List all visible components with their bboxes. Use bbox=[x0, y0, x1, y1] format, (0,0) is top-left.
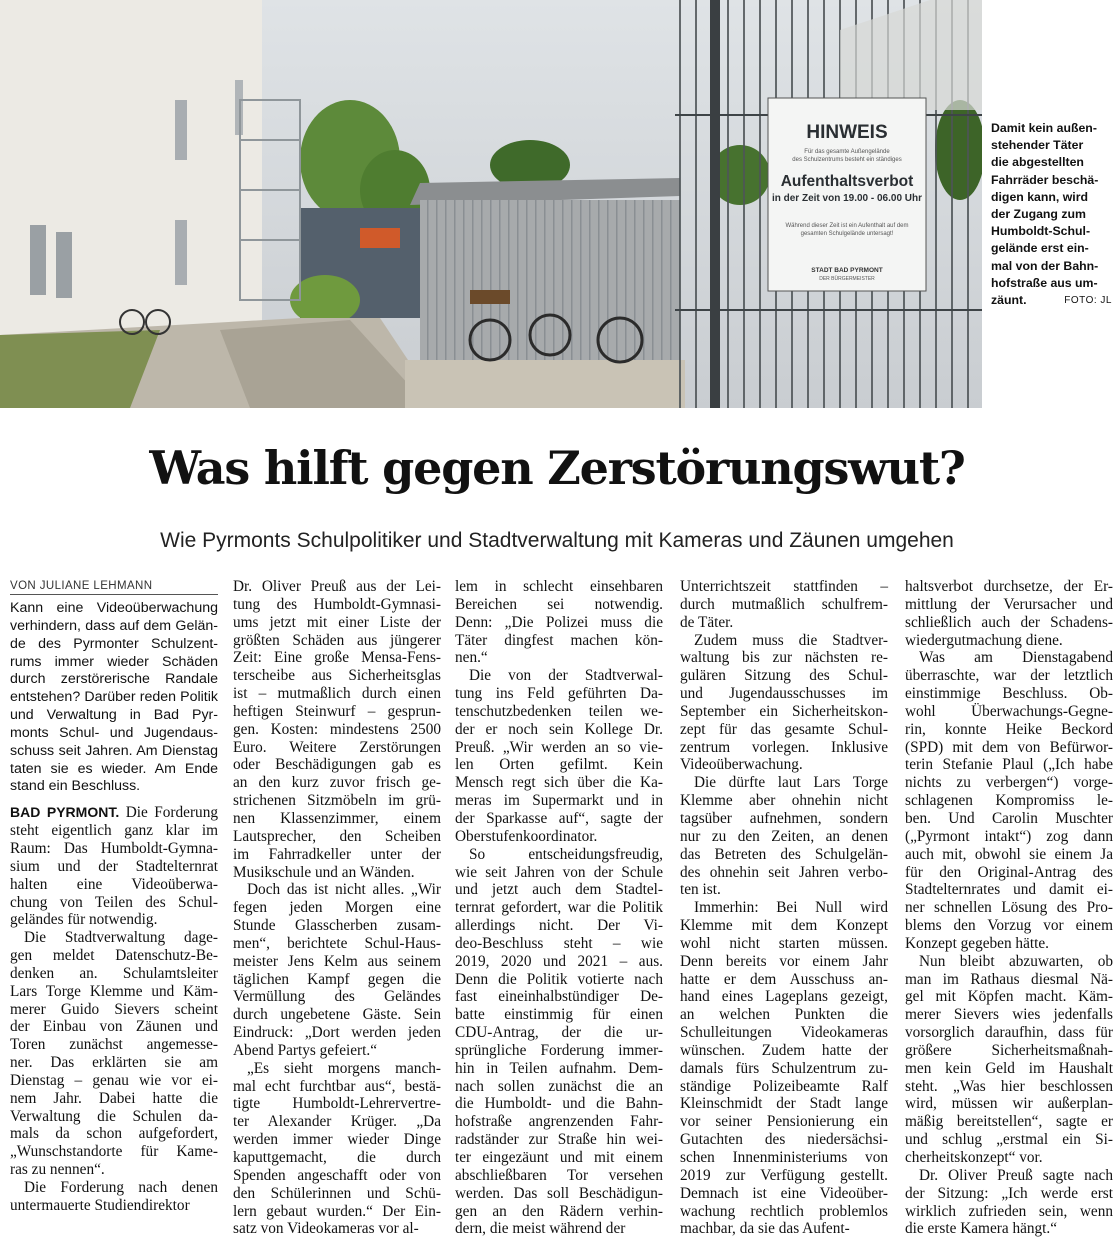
text-line: merer Sievers wies jedenfalls bbox=[905, 1006, 1113, 1024]
text-line: ten ist. bbox=[680, 881, 721, 899]
text-line: gel mit Köpfen macht. Käm- bbox=[905, 988, 1113, 1006]
text-line: an den kurz zuvor frisch ge- bbox=[233, 774, 441, 792]
text-line: terscheibe aus Sicherheitsglas bbox=[233, 667, 441, 685]
text-line: Zeit: Eine große Mensa-Fens- bbox=[233, 649, 441, 667]
text-line: hin in Teilen aufnahm. Dem- bbox=[455, 1059, 663, 1077]
sign-issuer: STADT BAD PYRMONT bbox=[811, 267, 883, 274]
text-line: Euro. Weitere Zerstörungen bbox=[233, 738, 441, 756]
text-line: fast eineinhalbstündiger De- bbox=[455, 988, 663, 1006]
text-line: ist – mutmaßlich durch einen bbox=[233, 685, 441, 703]
text-line: und Jugendausschusses im bbox=[680, 685, 888, 703]
text-line: Lars Torge Klemme und Käm- bbox=[10, 982, 218, 1000]
text-line: tigte Humboldt-Lehrervertre- bbox=[233, 1095, 441, 1113]
text-line: gen an den Rädern verhin- bbox=[455, 1202, 663, 1220]
text-line: heftigen Steinwurf – gesprun- bbox=[233, 702, 441, 720]
text-line: täglichen Kampf gegen die bbox=[233, 970, 441, 988]
sign-intro-2: des Schulzentrums besteht ein ständiges bbox=[792, 157, 902, 163]
text-line: ter Alexander Krüger. „Da bbox=[233, 1113, 441, 1131]
text-line: nur zu den Zeiten, an denen bbox=[680, 827, 888, 845]
text-line: des ohnehin seit Jahren verbo- bbox=[680, 863, 888, 881]
sign-note-2: gesamten Schulgelände untersagt! bbox=[800, 231, 894, 237]
article-column-2 bbox=[233, 578, 441, 1238]
text-line: 2019, 2020 und 2021 – aus. bbox=[455, 952, 663, 970]
text-line: Abend Partys gefeiert.“ bbox=[233, 1041, 377, 1059]
lead-line: stand ein Beschluss. bbox=[10, 778, 141, 795]
text-line: lern gebaut wurden.“ Der Ein- bbox=[233, 1202, 441, 1220]
text-line: abschließbaren Tor versehen bbox=[455, 1166, 663, 1184]
text-line: ums jetzt mit einer Liste der bbox=[233, 613, 441, 631]
text-line: Klemme mit dem Konzept bbox=[680, 917, 888, 935]
text-line: ner. Das erklärten sie am bbox=[10, 1054, 218, 1072]
lead-line: schuss seit Jahren. Am Dienstag bbox=[10, 742, 218, 759]
headline: Was hilft gegen Zerstörungswut? bbox=[149, 441, 965, 495]
text-line: vorsorglich daraufhin, dass für bbox=[905, 1024, 1113, 1042]
text-line: und jetzt auch dem Stadtel- bbox=[455, 881, 663, 899]
text-line bbox=[10, 804, 218, 822]
text-line: Mensch regt sich über die Ka- bbox=[455, 774, 663, 792]
text-line: den Schülerinnen und Schü- bbox=[233, 1184, 441, 1202]
text-line: („Pyrmont intakt“) zog dann bbox=[905, 827, 1113, 845]
text-line: schen Innenministeriums von bbox=[680, 1149, 888, 1166]
lead-line: rums immer wieder Schäden bbox=[10, 653, 218, 670]
text-line: Videoüberwachung. bbox=[680, 756, 803, 774]
text-line: waltung bis zur nächsten re- bbox=[680, 649, 888, 667]
text-line: Musikschule und an Wänden. bbox=[233, 863, 415, 881]
lead-line: und Verwaltung in Bad Pyr- bbox=[10, 707, 218, 724]
text-line: meister Jens Kelm aus seinem bbox=[233, 952, 441, 970]
caption-line: digen kann, wird bbox=[991, 189, 1089, 204]
caption-line: die abgestellten bbox=[991, 155, 1084, 170]
text-line: Zudem muss die Stadtver- bbox=[694, 631, 888, 649]
text-line: „Wunschstandorte für Kame- bbox=[10, 1143, 218, 1161]
text-line: CDU-Antrag, der die ur- bbox=[455, 1024, 663, 1042]
text-line: und schlug „erstmal ein Si- bbox=[905, 1131, 1113, 1149]
text-line: Vermüllung des Geländes bbox=[233, 988, 441, 1006]
text-line: auch mit, obwohl sie einem Ja bbox=[905, 845, 1113, 863]
text-line: das Betreten des Schulgelän- bbox=[680, 845, 888, 863]
column-1-body bbox=[10, 804, 218, 1214]
text-line: Denn bereits vor einem Jahr bbox=[680, 952, 888, 970]
text-line: durch ungebetene Gäste. Sein bbox=[233, 1006, 441, 1024]
article-column-5 bbox=[905, 578, 1113, 1238]
text-line: So entscheidungsfreudig, bbox=[469, 845, 663, 863]
text-line: machbar, da sie das Aufent- bbox=[680, 1220, 850, 1238]
text-line: Täter dingfest machen kön- bbox=[455, 631, 663, 649]
text-line: Toren zunächst angemesse- bbox=[10, 1036, 218, 1054]
sign-intro-1: Für das gesamte Außengelände bbox=[804, 149, 890, 155]
text-line: damals fürs Schulzentrum zu- bbox=[680, 1059, 888, 1077]
text-line: Immerhin: Bei Null wird bbox=[694, 899, 888, 917]
text-line: der Sitzung: „Ich werde erst bbox=[905, 1184, 1113, 1202]
article-column-3 bbox=[455, 578, 663, 1238]
text-line: im Fahrradkeller unter der bbox=[233, 845, 441, 863]
text-line: für den Original-Antrag des bbox=[905, 863, 1113, 881]
lead-line: entstehen? Darüber reden Politik bbox=[10, 689, 218, 706]
text-line: tenschutzbedenken teilen we- bbox=[455, 702, 663, 720]
text-line: Verwaltung die Schulen da- bbox=[10, 1107, 218, 1125]
text-line: lem in schlecht einsehbaren bbox=[455, 578, 663, 595]
text-line: ter eingezäunt und mit einem bbox=[455, 1149, 663, 1166]
text-line: Oberstufenkoordinator. bbox=[455, 827, 598, 845]
text-line: blems den Vorzug vor einem bbox=[905, 917, 1113, 935]
sign-title: HINWEIS bbox=[806, 122, 888, 143]
text-line: tung ins Feld geführten Da- bbox=[455, 685, 663, 703]
article-photo bbox=[0, 0, 982, 408]
text-line: terin Stefanie Plaul („Ich habe bbox=[905, 756, 1113, 774]
text-line: satz von Videokameras vor al- bbox=[233, 1220, 419, 1238]
text-line: nichts zu verbergen“) vorge- bbox=[905, 774, 1113, 792]
text-line: „Es sieht morgens manch- bbox=[247, 1059, 441, 1077]
caption-line: Damit kein außen- bbox=[991, 121, 1097, 135]
caption-line: mal von der Bahn- bbox=[991, 258, 1099, 273]
text-line: mals da schon aufgefordert, bbox=[10, 1125, 218, 1143]
text-line: Denn: „Die Polizei muss die bbox=[455, 613, 663, 631]
lead-line: durch zerstörerische Randale bbox=[10, 671, 218, 688]
text-line: wirklich zufrieden sein, wenn bbox=[905, 1202, 1113, 1220]
sign-main: Aufenthaltsverbot bbox=[780, 173, 914, 190]
text-line: steht eigentlich ganz klar im bbox=[10, 822, 218, 840]
text-line: Die Stadtverwaltung dage- bbox=[24, 929, 218, 947]
text-line: len Orten gefilmt. Kein bbox=[455, 756, 663, 774]
text-line: gen. Kosten: mindestens 2500 bbox=[233, 720, 441, 738]
text-line: tung des Humboldt-Gymnasi- bbox=[233, 595, 441, 613]
caption-line: Fahrräder beschä- bbox=[991, 172, 1099, 187]
text-line: vor seiner Pensionierung ein bbox=[680, 1113, 888, 1131]
text-line: batte einstimmig für einen bbox=[455, 1006, 663, 1024]
article-column-4 bbox=[680, 578, 888, 1238]
text-line: rin, konnte Heike Beckord bbox=[905, 720, 1113, 738]
text-line: hand eines Lageplans gezeigt, bbox=[680, 988, 888, 1006]
caption-last-line bbox=[991, 292, 1114, 309]
caption-line: zäunt. bbox=[991, 293, 1027, 308]
text-line: man im Rathaus diesmal Nä- bbox=[905, 970, 1113, 988]
text-line: ternrat gefordert, war die Politik bbox=[455, 899, 663, 917]
text-line: Doch das ist nicht alles. „Wir bbox=[247, 881, 441, 899]
text-line: größere Sicherheitsmaßnah- bbox=[905, 1041, 1113, 1059]
text-line: hofstraße angrenzenden Fahr- bbox=[455, 1113, 663, 1131]
text-line: Raum: Das Humboldt-Gymna- bbox=[10, 839, 218, 857]
text-line: 2019 zur Verfügung gestellt. bbox=[680, 1166, 888, 1184]
text-line: nach sollen zunächst die an bbox=[455, 1077, 663, 1095]
sign-note-1: Während dieser Zeit ist ein Aufenthalt auf dem bbox=[785, 223, 909, 229]
text-line: Konzept gegeben hätte. bbox=[905, 934, 1049, 952]
text-line: halten eine Videoüberwa- bbox=[10, 875, 218, 893]
text-line: wohl nicht starten müssen. bbox=[680, 934, 888, 952]
text-line: Kleinschmidt der Stadt lange bbox=[680, 1095, 888, 1113]
text-line: steht. „Was hier beschlossen bbox=[905, 1077, 1113, 1095]
text-line: mäßig bereitstellen“, sagte er bbox=[905, 1113, 1113, 1131]
text-line: Demnach ist eine Videoüber- bbox=[680, 1184, 888, 1202]
text-line: überraschte, war der letztlich bbox=[905, 667, 1113, 685]
text-line: Bereichen sei notwendig. bbox=[455, 595, 663, 613]
text-line: Dienstag – genau wie vor ei- bbox=[10, 1071, 218, 1089]
caption-line: gelände erst ein- bbox=[991, 241, 1089, 256]
text-line: untermauerte Studiendirektor bbox=[10, 1196, 190, 1214]
text-line: an welchen Punkten die bbox=[680, 1006, 888, 1024]
lead-line: monts Schul- und Jugendaus- bbox=[10, 724, 218, 741]
text-line: der er noch sein Kollege Dr. bbox=[455, 720, 663, 738]
text-line: wachung rechtlich problemlos bbox=[680, 1202, 888, 1220]
text-line: einstimmige Beschluss. Ob- bbox=[905, 685, 1113, 703]
text-line: de Täter. bbox=[680, 613, 734, 631]
text-line: wohl Überwachungs-Gegne- bbox=[905, 702, 1113, 720]
text-line: sprüngliche Forderung immer- bbox=[455, 1041, 663, 1059]
text-line: der Einbau von Zäunen und bbox=[10, 1018, 218, 1036]
text-line: geländes für notwendig. bbox=[10, 911, 158, 929]
text-line: Dr. Oliver Preuß sagte nach bbox=[919, 1166, 1113, 1184]
text-line: men kein Geld im Haushalt bbox=[905, 1059, 1113, 1077]
text-line: kaputtgemacht, die durch bbox=[233, 1149, 441, 1166]
text-line-rest: Die Forderung bbox=[119, 804, 218, 822]
lead-paragraph bbox=[10, 600, 218, 796]
text-line: wiedergutmachung diene. bbox=[905, 631, 1063, 649]
text-line: werden immer wieder Dinge bbox=[233, 1131, 441, 1149]
text-line: ner schnellen Lösung des Pro- bbox=[905, 899, 1113, 917]
text-line: mal echt furchtbar aus“, bestä- bbox=[233, 1077, 441, 1095]
text-line: hatte er dem Ausschuss an- bbox=[680, 970, 888, 988]
caption-line: hofstraße aus um- bbox=[991, 275, 1098, 290]
text-line: schließlich auch der Schadens- bbox=[905, 613, 1113, 631]
text-line: Stunde Glasscherben zusam- bbox=[233, 917, 441, 935]
lead-line: verhindern, dass auf dem Gelän- bbox=[10, 617, 218, 634]
text-line: merer Guido Sievers scheint bbox=[10, 1000, 218, 1018]
caption-line: Humboldt-Schul- bbox=[991, 224, 1091, 239]
text-line: meras im Supermarkt und in bbox=[455, 792, 663, 810]
text-line: wünschen. Zudem hatte der bbox=[680, 1041, 888, 1059]
lead-line: de des Pyrmonter Schulzent- bbox=[10, 635, 218, 652]
text-line: nem Jahr. Dabei hatte die bbox=[10, 1089, 218, 1107]
photo-credit: FOTO: JL bbox=[1064, 295, 1112, 307]
text-line: Stadtelternrates und damit ei- bbox=[905, 881, 1113, 899]
text-line: ständige Polizeibeamte Ralf bbox=[680, 1077, 888, 1095]
text-line: ben. Und Carolin Muschter bbox=[905, 809, 1113, 827]
text-line: Lautsprecher, den Scheiben bbox=[233, 827, 441, 845]
text-line: denken an. Schulamtsleiter bbox=[10, 964, 218, 982]
text-line: schlagenen Kompromiss le- bbox=[905, 792, 1113, 810]
text-line: durch mutmaßlich schulfrem- bbox=[680, 595, 888, 613]
text-line: Die Forderung nach denen bbox=[24, 1179, 218, 1196]
text-line: ras zu nennen“. bbox=[10, 1161, 105, 1179]
text-line: dern, die meist während der bbox=[455, 1220, 626, 1238]
text-line: (SPD) mit dem von Befürwor- bbox=[905, 738, 1113, 756]
text-line: radständer zur Straße hin wei- bbox=[455, 1131, 663, 1149]
text-line: Denn die Politik votierte nach bbox=[455, 970, 663, 988]
text-line: mittlung der Verursacher und bbox=[905, 595, 1113, 613]
text-line: gulären Sitzung des Schul- bbox=[680, 667, 888, 685]
text-line: Eindruck: „Dort werden jeden bbox=[233, 1024, 441, 1042]
sign-time: in der Zeit von 19.00 - 06.00 Uhr bbox=[771, 193, 923, 204]
text-line: wie seit Jahren von der Schule bbox=[455, 863, 663, 881]
dateline: BAD PYRMONT. bbox=[10, 804, 120, 821]
text-line: werden. Das soll Beschädigun- bbox=[455, 1184, 663, 1202]
text-line: größten Schäden aus jüngerer bbox=[233, 631, 441, 649]
text-line: Schulleitungen Videokameras bbox=[680, 1024, 888, 1042]
text-line: die Humboldt- und die Bahn- bbox=[455, 1095, 663, 1113]
text-line: wird, müssen wir außerplan- bbox=[905, 1095, 1113, 1113]
text-line: Die dürfte laut Lars Torge bbox=[694, 774, 888, 792]
caption-line: der Zugang zum bbox=[991, 207, 1086, 222]
text-line: zentrum vorlegen. Inklusive bbox=[680, 738, 888, 756]
text-line: nen Klassenzimmer, einem bbox=[233, 809, 441, 827]
text-line: strichenen Sitzmöbeln im grü- bbox=[233, 792, 441, 810]
text-line: tagsüber aufnehmen, sondern bbox=[680, 809, 888, 827]
text-line: September ein Sicherheitskon- bbox=[680, 702, 888, 720]
text-line: cherheitskonzept“ vor. bbox=[905, 1149, 1043, 1166]
text-line: Was am Dienstagabend bbox=[919, 649, 1113, 667]
lead-line: Kann eine Videoüberwachung bbox=[10, 600, 218, 616]
text-line: Dr. Oliver Preuß aus der Lei- bbox=[233, 578, 441, 595]
text-line: gen meldet Datenschutz-Be- bbox=[10, 947, 218, 965]
text-line: sium und der Stadtelternrat bbox=[10, 857, 218, 875]
text-line: men“, berichtete Schul-Haus- bbox=[233, 934, 441, 952]
byline: VON JULIANE LEHMANN bbox=[10, 578, 218, 595]
photo-caption bbox=[991, 120, 1114, 309]
text-line: zept für das gesamte Schul- bbox=[680, 720, 888, 738]
text-line: Unterrichtszeit stattfinden – bbox=[680, 578, 888, 595]
article-column-1 bbox=[10, 578, 218, 1215]
text-line: chung von Teilen des Schul- bbox=[10, 893, 218, 911]
text-line: Spenden angeschafft oder von bbox=[233, 1166, 441, 1184]
text-line: Klemme aber ohnehin nicht bbox=[680, 792, 888, 810]
text-line: fegen jeden Morgen eine bbox=[233, 899, 441, 917]
subheadline: Wie Pyrmonts Schulpolitiker und Stadtverwaltung mit Kameras und Zäunen umgehen bbox=[160, 529, 954, 552]
text-line: der Sparkasse auf“, sagte der bbox=[455, 809, 663, 827]
text-line: Nun bleibt abzuwarten, ob bbox=[919, 952, 1113, 970]
text-line: nen.“ bbox=[455, 649, 488, 667]
caption-line: stehender Täter bbox=[991, 138, 1084, 153]
text-line: deo-Beschluss steht – wie bbox=[455, 934, 663, 952]
text-line: allerdings nicht. Der Vi- bbox=[455, 917, 663, 935]
text-line: haltsverbot durchsetze, der Er- bbox=[905, 578, 1113, 595]
text-line: Preuß. „Wir werden an so vie- bbox=[455, 738, 663, 756]
text-line: oder Beschädigungen gab es bbox=[233, 756, 441, 774]
sign-issuer-sub: DER BÜRGERMEISTER bbox=[819, 276, 875, 282]
text-line: Gutachten des niedersächsi- bbox=[680, 1131, 888, 1149]
text-line: die erste Kamera hängt.“ bbox=[905, 1220, 1058, 1238]
lead-line: taten sie es wieder. Am Ende bbox=[10, 760, 218, 777]
text-line: Die von der Stadtverwal- bbox=[469, 667, 663, 685]
